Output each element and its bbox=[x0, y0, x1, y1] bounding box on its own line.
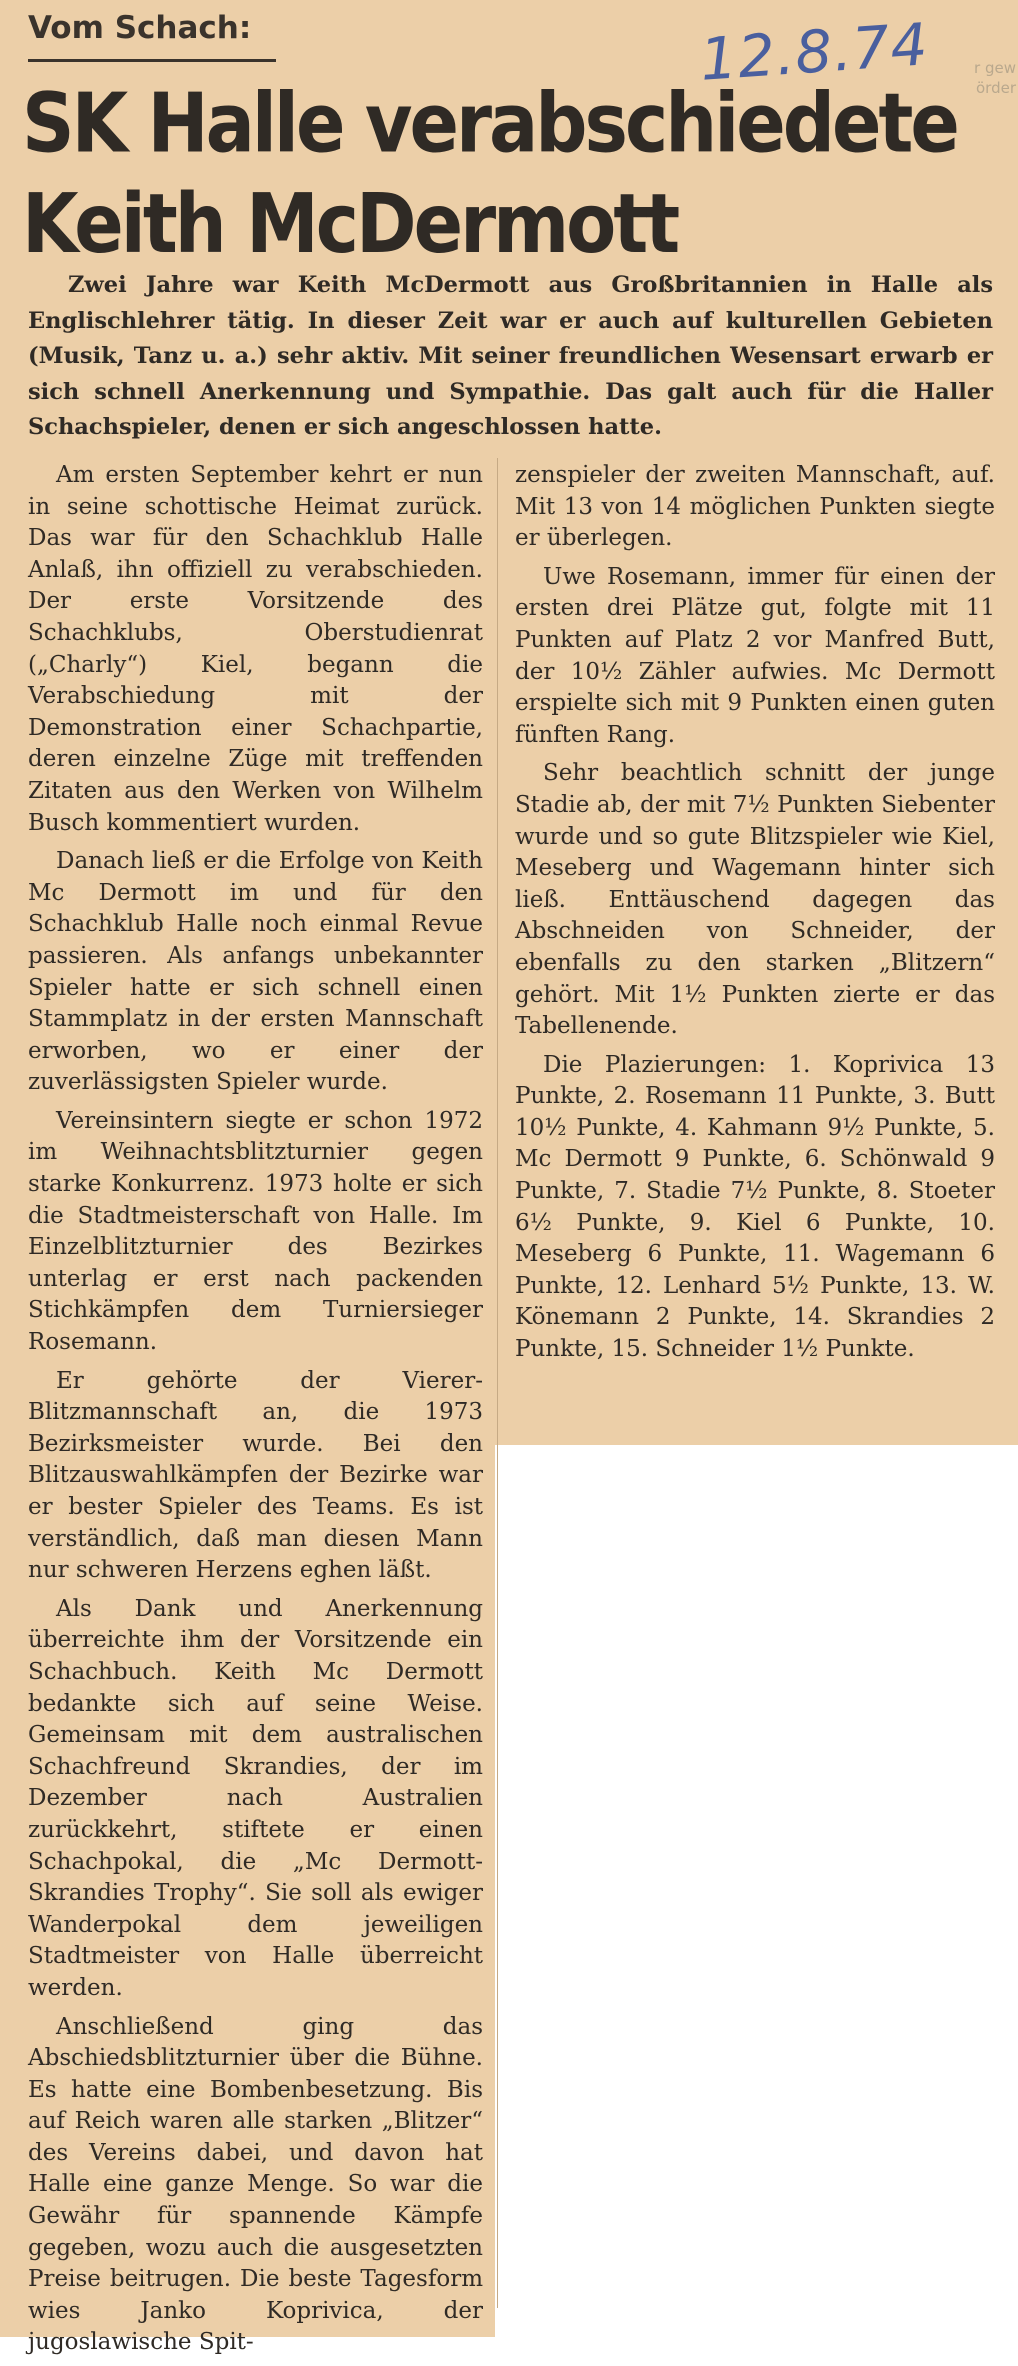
article-headline bbox=[22, 74, 982, 276]
paragraph: Anschließend ging das Abschiedsblitzturnier über die Bühne. Es hatte eine Bombenbesetzung. Bis auf Reich waren alle starken „Blitzer“ des Vereins dabei, und davon hat Halle eine ganze Menge. So war die Gewähr für spannende Kämpfe gegeben, wozu auch die ausgesetzten Preise beitrugen. Die beste Tagesform wies Janko Koprivica, der jugoslawische Spit- bbox=[28, 2013, 483, 2356]
paragraph: Er gehörte der Vierer-Blitzmannschaft an, die 1973 Bezirksmeister wurde. Bei den Blitzauswahlkämpfen der Bezirke war er bester Spieler des Teams. Es ist verständlich, daß man diesen Mann nur schweren Herzens eghen läßt. bbox=[28, 1367, 483, 1584]
headline-line: Keith McDermott bbox=[22, 177, 678, 273]
section-kicker: Vom Schach: bbox=[28, 10, 252, 46]
left-column bbox=[28, 460, 483, 2366]
paragraph: Sehr beachtlich schnitt der junge Stadie ab, der mit 7½ Punkten Siebenter wurde und so gute Blitzspieler wie Kiel, Meseberg und Wagemann hinter sich ließ. Enttäuschend dagegen das Abschneiden von Schneider, der ebenfalls zu den starken „Blitzern“ gehört. Mit 1½ Punkten zierte er das Tabellenende. bbox=[515, 760, 995, 1040]
paragraph: Uwe Rosemann, immer für einen der ersten drei Plätze gut, folgte mit 11 Punkten auf Platz 2 vor Manfred Butt, der 10½ Zähler aufwies. Mc Dermott erspielte sich mit 9 Punkten einen guten fünften Rang. bbox=[515, 563, 995, 748]
paragraph: Vereinsintern siegte er schon 1972 im Weihnachtsblitzturnier gegen starke Konkurrenz. 1973 holte er sich die Stadtmeisterschaft von Halle. Im Einzelblitzturnier des Bezirkes unterlag er erst nach packenden Stichkämpfen dem Turniersieger Rosemann. bbox=[28, 1107, 483, 1356]
corner-fragment-line: örder bbox=[976, 79, 1016, 97]
lead-paragraph: Zwei Jahre war Keith McDermott aus Großbritannien in Halle als Englischlehrer tätig. In dieser Zeit war er auch auf kulturellen Gebieten (Musik, Tanz u. a.) sehr aktiv. Mit seiner freundlichen Wesensart erwarb er sich schnell Anerkennung und Sympathie. Das galt auch für die Haller Schachspieler, denen er sich angeschlossen hatte. bbox=[28, 272, 993, 440]
paragraph: zenspieler der zweiten Mannschaft, auf. Mit 13 von 14 möglichen Punkten siegte er überlegen. bbox=[515, 462, 995, 552]
paragraph: Danach ließ er die Erfolge von Keith Mc Dermott im und für den Schachklub Halle noch einmal Revue passieren. Als anfangs unbekannter Spieler hatte er sich schnell einen Stammplatz in der ersten Mannschaft erworben, wo er einer der zuverlässigsten Spieler wurde. bbox=[28, 848, 483, 1096]
paragraph: Als Dank und Anerkennung überreichte ihm der Vorsitzende ein Schachbuch. Keith Mc Dermott bedankte sich auf seine Weise. Gemeinsam mit dem australischen Schachfreund Skrandies, der im Dezember nach Australien zurückkehrt, stiftete er einen Schachpokal, die „Mc Dermott-Skrandies Trophy“. Sie soll als ewiger Wanderpokal dem jeweiligen Stadtmeister von Halle überreicht werden. bbox=[28, 1595, 483, 2001]
results-paragraph: Die Plazierungen: 1. Koprivica 13 Punkte, 2. Rosemann 11 Punkte, 3. Butt 10½ Punkte, 4. Kahmann 9½ Punkte, 5. Mc Dermott 9 Punkte, 6. Schönwald 9 Punkte, 7. Stadie 7½ Punkte, 8. Stoeter 6½ Punkte, 9. Kiel 6 Punkte, 10. Meseberg 6 Punkte, 11. Wagemann 6 Punkte, 12. Lenhard 5½ Punkte, 13. W. Könemann 2 Punkte, 14. Skrandies 2 Punkte, 15. Schneider 1½ Punkte. bbox=[515, 1051, 995, 1363]
paragraph: Am ersten September kehrt er nun in seine schottische Heimat zurück. Das war für den Schachklub Halle Anlaß, ihn offiziell zu verabschieden. Der erste Vorsitzende des Schachklubs, Oberstudienrat („Charly“) Kiel, begann die Verabschiedung mit der Demonstration einer Schachpartie, deren einzelne Züge mit treffenden Zitaten aus den Werken von Wilhelm Busch kommentiert wurden. bbox=[28, 462, 483, 836]
right-column bbox=[515, 460, 995, 1373]
corner-fragment-line: r gew bbox=[974, 59, 1016, 77]
kicker-underline bbox=[28, 59, 276, 62]
column-divider bbox=[497, 458, 498, 2308]
handwritten-date: 12.8.74 bbox=[697, 10, 931, 94]
headline-line: SK Halle verabschiedete bbox=[22, 76, 957, 172]
